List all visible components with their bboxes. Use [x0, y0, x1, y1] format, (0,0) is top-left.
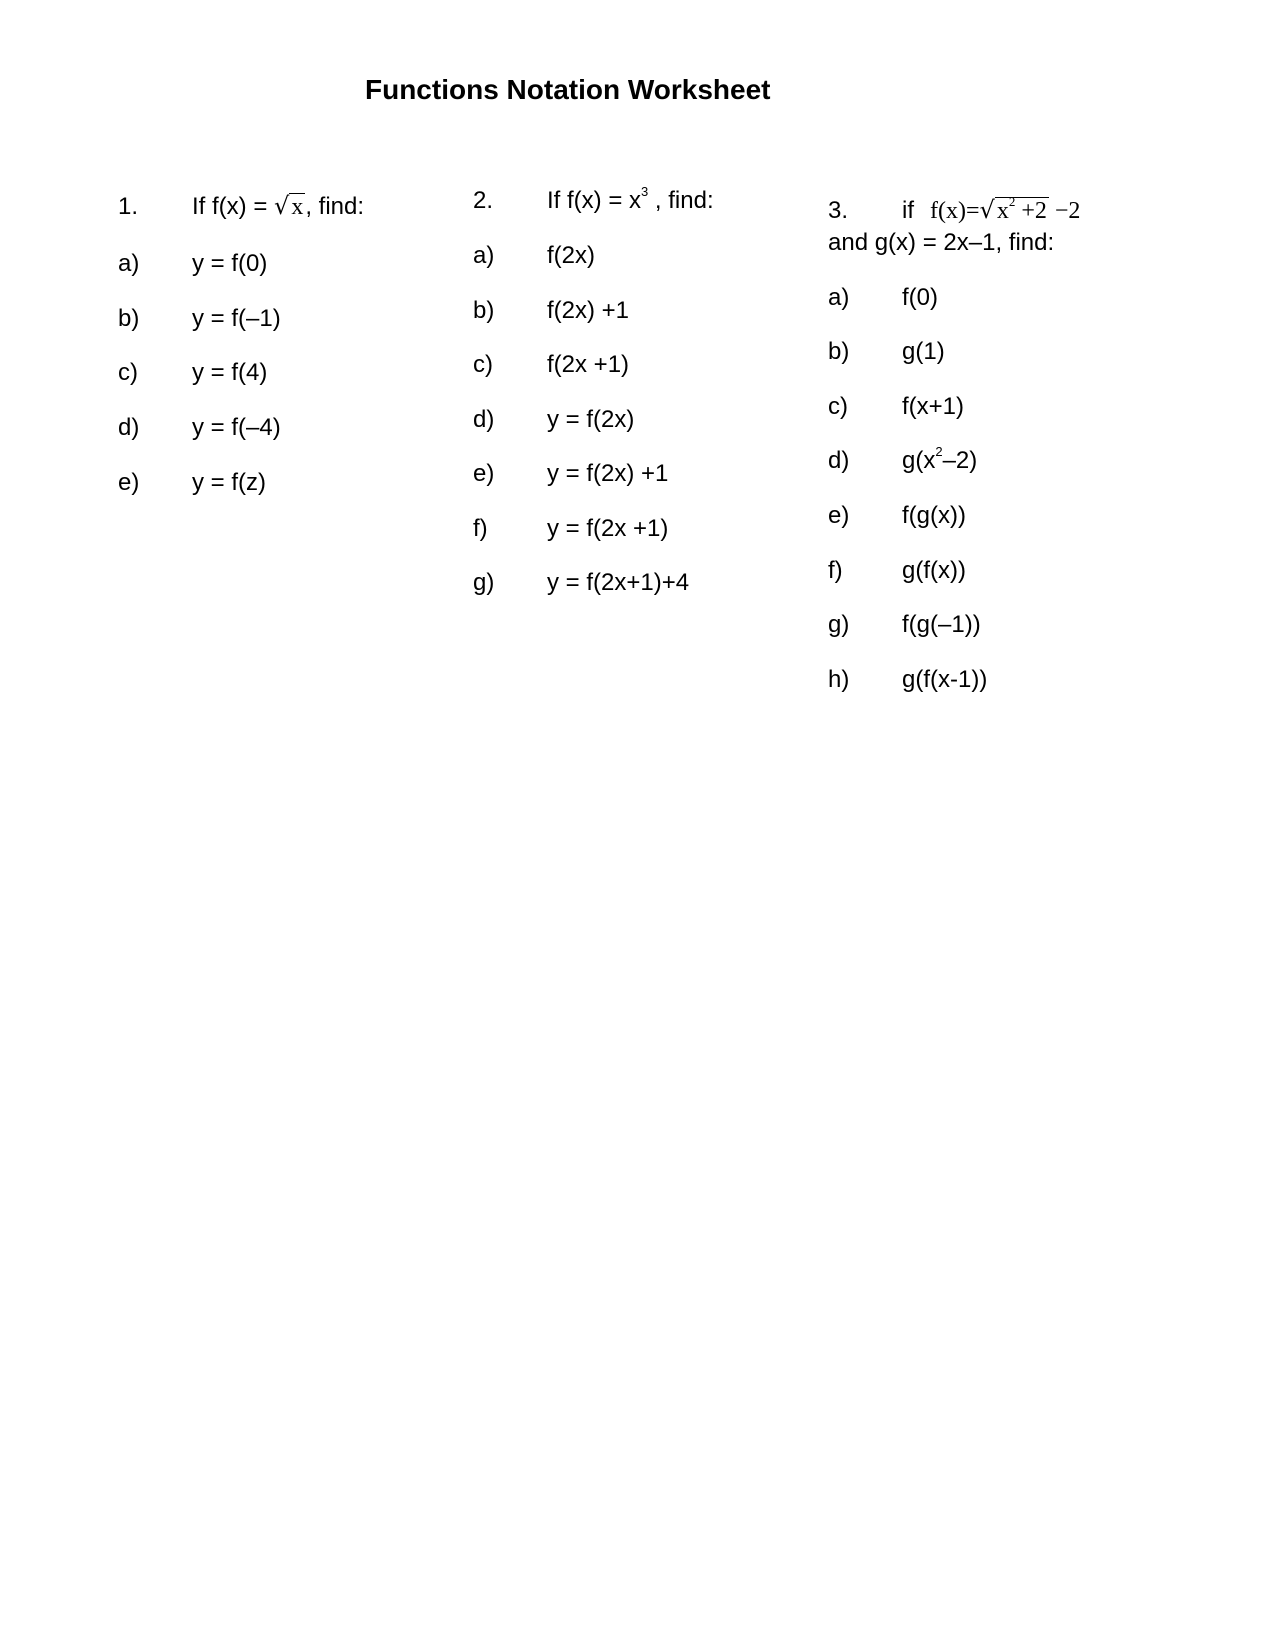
- item-label: d): [828, 447, 850, 474]
- item-expression: y = f(0): [192, 250, 268, 277]
- list-item: [828, 340, 945, 364]
- item-expression: f(2x) +1: [547, 297, 630, 324]
- question-suffix: , find:: [648, 187, 714, 214]
- list-item: [828, 613, 981, 637]
- item-label: g): [473, 569, 495, 596]
- item-expression: g(f(x-1)): [902, 666, 988, 693]
- equals-sign: =: [965, 198, 980, 224]
- item-label: b): [828, 338, 850, 365]
- question-prefix: If f(x) =: [192, 193, 275, 220]
- expr-exponent: 2: [935, 444, 943, 459]
- item-expression: f(g(–1)): [902, 611, 981, 638]
- item-expression: y = f(2x): [547, 406, 635, 433]
- question-number: 1.: [118, 193, 139, 220]
- item-label: b): [473, 297, 495, 324]
- list-item: [828, 286, 938, 310]
- list-item: [473, 462, 668, 486]
- list-item: [828, 395, 964, 419]
- list-item: [473, 408, 634, 432]
- list-item: [118, 307, 281, 331]
- expr-base: g(x: [902, 447, 936, 474]
- question-number: 3.: [828, 197, 849, 224]
- list-item: [828, 504, 966, 528]
- item-label: g): [828, 611, 850, 638]
- sqrt-sign: √: [274, 192, 290, 220]
- question-prefix: if: [902, 197, 914, 224]
- item-expression: f(2x +1): [547, 351, 630, 378]
- item-label: h): [828, 666, 850, 693]
- list-item: [473, 299, 629, 323]
- item-expression: f(g(x)): [902, 502, 966, 529]
- question-1-header: [118, 194, 364, 219]
- item-label: e): [118, 469, 140, 496]
- radicand: [995, 194, 1049, 224]
- list-item: [473, 353, 629, 377]
- item-label: f): [828, 557, 843, 584]
- list-item: [828, 444, 978, 474]
- item-label: a): [828, 284, 850, 311]
- question-number: 2.: [473, 187, 494, 214]
- item-label: e): [828, 502, 850, 529]
- expr-rest: –2): [942, 447, 978, 474]
- function-name: f(x): [930, 198, 966, 224]
- item-label: c): [473, 351, 493, 378]
- item-expression: f(x+1): [902, 393, 965, 420]
- item-label: c): [828, 393, 848, 420]
- list-item: [473, 244, 595, 268]
- item-expression: y = f(z): [192, 469, 267, 496]
- item-label: d): [473, 406, 495, 433]
- item-label: f): [473, 515, 488, 542]
- question-3-continuation: and g(x) = 2x–1, find:: [828, 229, 1055, 256]
- item-expression: f(2x): [547, 242, 595, 269]
- list-item: [118, 361, 267, 385]
- item-label: d): [118, 414, 140, 441]
- question-3-header: [828, 194, 1081, 224]
- list-item: [118, 252, 267, 276]
- item-label: a): [118, 250, 140, 277]
- exponent: 3: [641, 184, 649, 199]
- sqrt-sign: √: [979, 196, 995, 224]
- expression-tail: −2: [1048, 198, 1081, 224]
- item-expression: g(f(x)): [902, 557, 966, 584]
- radicand-rest: +2: [1015, 198, 1047, 224]
- item-expression: [902, 444, 978, 474]
- item-expression: g(1): [902, 338, 945, 365]
- list-item: [828, 559, 966, 583]
- page-title: Functions Notation Worksheet: [365, 74, 771, 105]
- item-expression: y = f(2x+1)+4: [547, 569, 690, 596]
- question-prefix: If f(x) = x: [547, 187, 642, 214]
- radicand: x: [291, 194, 304, 220]
- list-item: [828, 668, 987, 692]
- radicand-exponent: 2: [1008, 194, 1016, 209]
- item-label: e): [473, 460, 495, 487]
- list-item: [473, 571, 689, 595]
- list-item: [118, 416, 281, 440]
- item-expression: y = f(2x +1): [547, 515, 669, 542]
- item-expression: y = f(–1): [192, 305, 281, 332]
- item-label: b): [118, 305, 140, 332]
- item-expression: y = f(2x) +1: [547, 460, 669, 487]
- list-item: [118, 471, 266, 495]
- item-label: a): [473, 242, 495, 269]
- question-suffix: , find:: [305, 193, 365, 220]
- item-expression: f(0): [902, 284, 938, 311]
- item-expression: y = f(4): [192, 359, 268, 386]
- radicand-base: x: [996, 198, 1009, 224]
- question-2-header: [473, 184, 714, 214]
- item-label: c): [118, 359, 138, 386]
- item-expression: y = f(–4): [192, 414, 281, 441]
- list-item: [473, 517, 668, 541]
